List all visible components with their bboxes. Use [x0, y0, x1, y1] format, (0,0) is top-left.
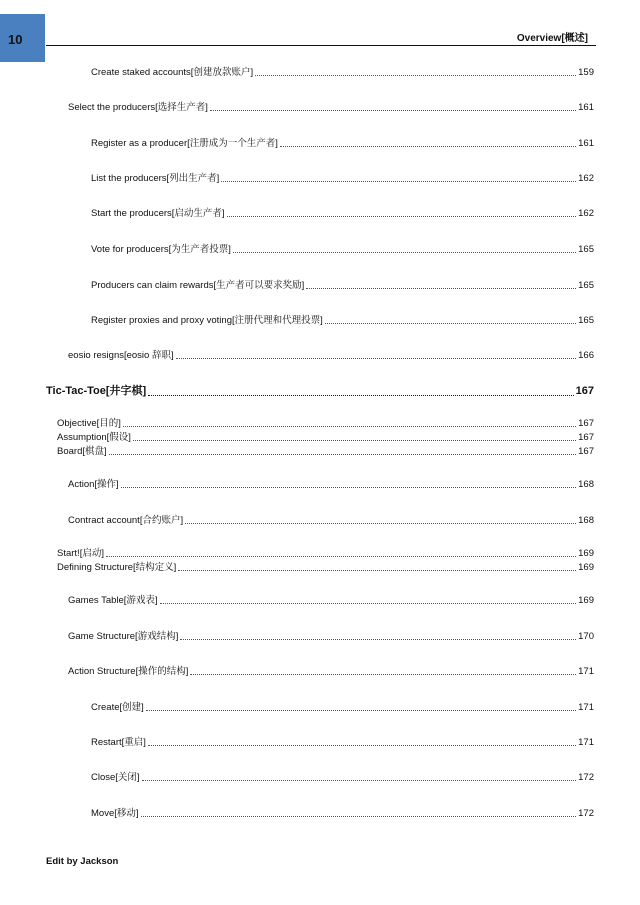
toc-entry[interactable]: Create[创建] 171: [91, 702, 594, 713]
toc-entry[interactable]: Vote for producers[为生产者投票] 165: [91, 244, 594, 255]
toc-entry[interactable]: Select the producers[选择生产者] 161: [68, 102, 594, 113]
dot-leader: [121, 487, 576, 488]
dot-leader: [123, 426, 576, 427]
dot-leader: [160, 603, 577, 604]
toc-entry[interactable]: Games Table[游戏表] 169: [68, 595, 594, 606]
toc-entry[interactable]: Action[操作] 168: [68, 479, 594, 490]
page-number: 10: [8, 32, 23, 47]
dot-leader: [180, 639, 576, 640]
toc-entry[interactable]: List the producers[列出生产者] 162: [91, 173, 594, 184]
dot-leader: [178, 570, 576, 571]
dot-leader: [146, 710, 576, 711]
dot-leader: [325, 323, 576, 324]
dot-leader: [233, 252, 576, 253]
dot-leader: [176, 358, 577, 359]
dot-leader: [141, 816, 577, 817]
toc-chapter-entry[interactable]: Tic-Tac-Toe[井字棋] 167: [46, 385, 594, 397]
toc-entry[interactable]: Close[关闭] 172: [91, 772, 594, 783]
dot-leader: [280, 146, 576, 147]
dot-leader: [185, 523, 576, 524]
dot-leader: [148, 395, 573, 396]
dot-leader: [306, 288, 576, 289]
toc-entry[interactable]: eosio resigns[eosio 辞职] 166: [68, 350, 594, 361]
dot-leader: [148, 745, 576, 746]
toc-entry[interactable]: Defining Structure[结构定义] 169: [57, 562, 594, 573]
toc-entry[interactable]: Action Structure[操作的结构] 171: [68, 666, 594, 677]
dot-leader: [106, 556, 576, 557]
toc-entry[interactable]: Assumption[假设] 167: [57, 432, 594, 443]
dot-leader: [210, 110, 576, 111]
toc-entry[interactable]: Create staked accounts[创建放款账户] 159: [91, 67, 594, 78]
toc-entry[interactable]: Objective[目的] 167: [57, 418, 594, 429]
toc-entry[interactable]: Game Structure[游戏结构] 170: [68, 631, 594, 642]
dot-leader: [133, 440, 576, 441]
dot-leader: [255, 75, 576, 76]
toc-entry[interactable]: Start![启动] 169: [57, 548, 594, 559]
toc-entry[interactable]: Board[棋盘] 167: [57, 446, 594, 457]
toc-entry[interactable]: Start the producers[启动生产者] 162: [91, 208, 594, 219]
toc-entry[interactable]: Contract account[合约账户] 168: [68, 515, 594, 526]
toc-entry[interactable]: Move[移动] 172: [91, 808, 594, 819]
dot-leader: [190, 674, 576, 675]
running-header-title: Overview[概述]: [516, 33, 588, 44]
toc-entry[interactable]: Restart[重启] 171: [91, 737, 594, 748]
toc-entry[interactable]: Register proxies and proxy voting[注册代理和代理投票] 165: [91, 315, 594, 326]
dot-leader: [227, 216, 577, 217]
dot-leader: [109, 454, 577, 455]
dot-leader: [142, 780, 577, 781]
toc-entry[interactable]: Register as a producer[注册成为一个生产者] 161: [91, 138, 594, 149]
toc-entry[interactable]: Producers can claim rewards[生产者可以要求奖励] 165: [91, 280, 594, 291]
page-footer: Edit by Jackson: [46, 856, 119, 867]
dot-leader: [221, 181, 576, 182]
